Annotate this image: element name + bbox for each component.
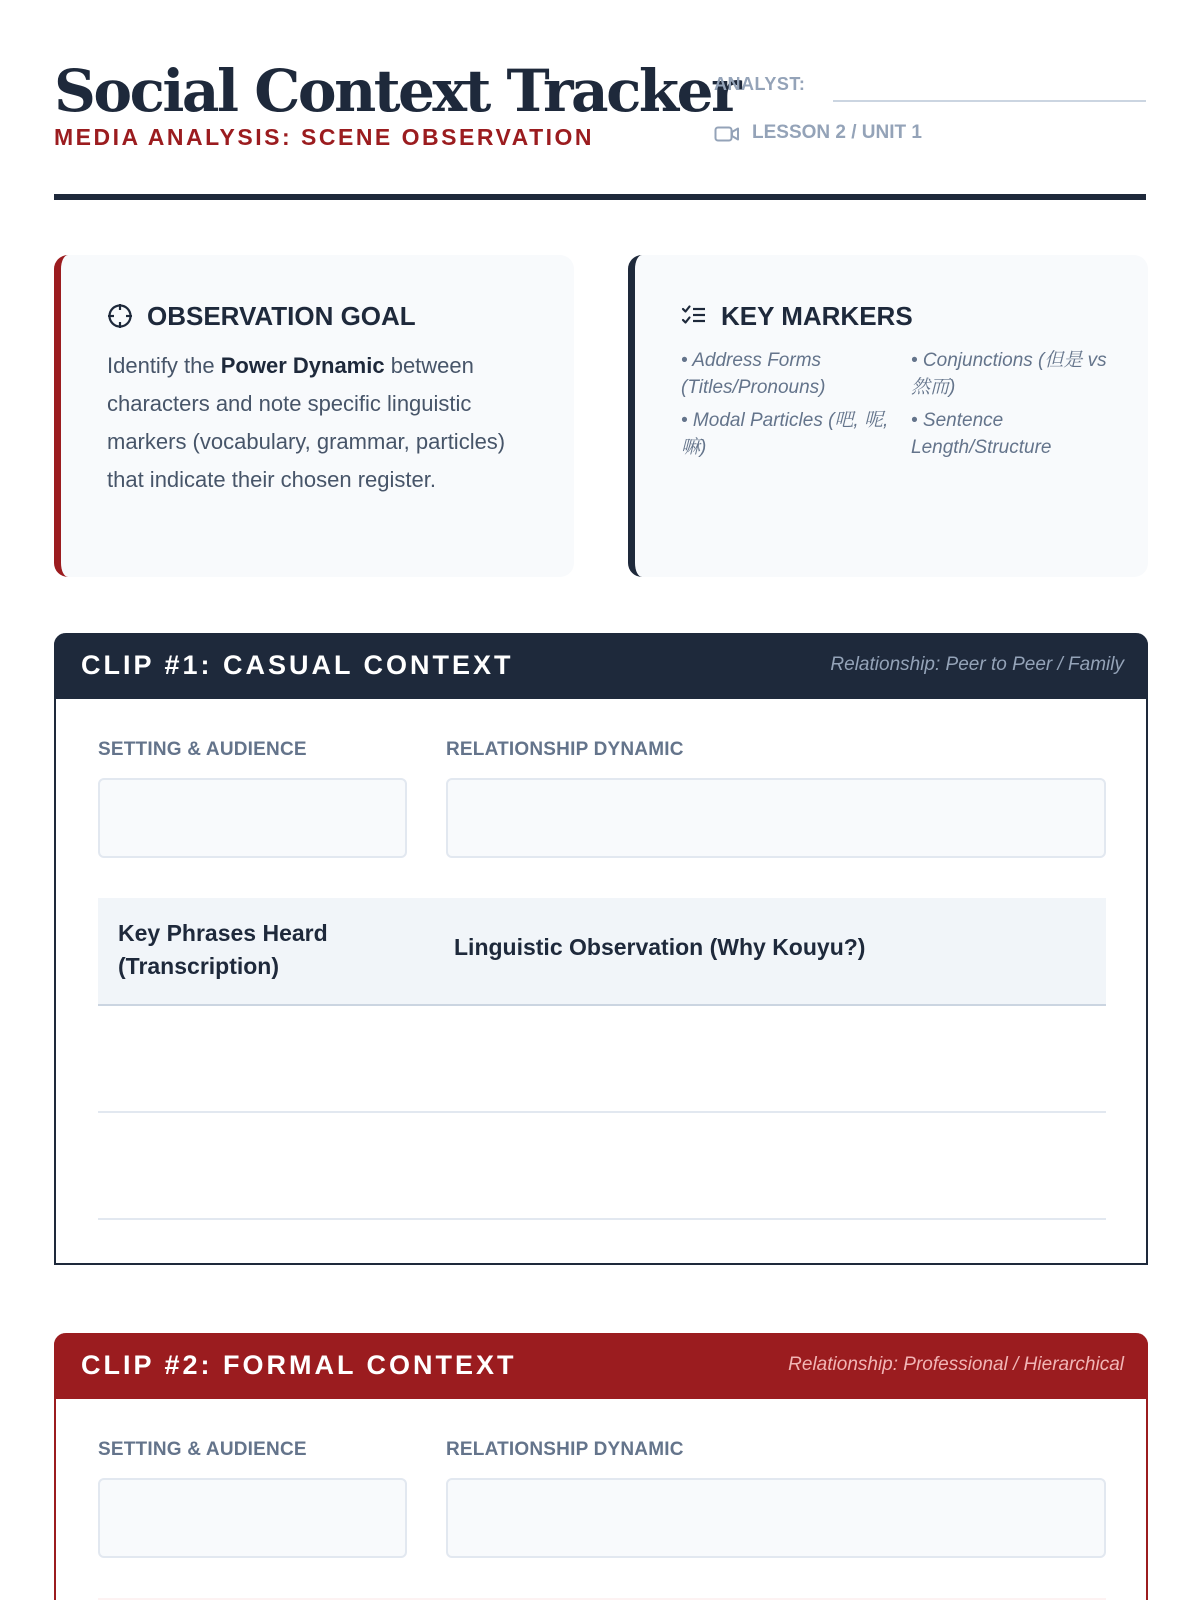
clip-1-header xyxy=(54,633,1148,699)
markers-title: KEY MARKERS xyxy=(721,300,913,331)
key-phrases-column-header: Key Phrases Heard (Transcription) xyxy=(118,920,328,979)
clip-2-relationship: Relationship: Professional / Hierarchical xyxy=(788,1354,1124,1375)
analyst-input-line[interactable] xyxy=(833,100,1146,102)
relationship-dynamic-label: RELATIONSHIP DYNAMIC xyxy=(446,1439,684,1460)
goal-title: OBSERVATION GOAL xyxy=(147,300,416,331)
table-row[interactable] xyxy=(98,1006,1106,1113)
relationship-dynamic-field[interactable] xyxy=(446,1478,1106,1558)
goal-heading xyxy=(107,299,534,333)
phrases-table-header xyxy=(98,898,1106,1006)
clip-2-title: CLIP #2: FORMAL CONTEXT xyxy=(81,1350,517,1380)
page-title: Social Context Tracker xyxy=(54,57,740,125)
lesson-info xyxy=(714,120,1146,150)
linguistic-observation-column-header: Linguistic Observation (Why Kouyu?) xyxy=(454,934,866,960)
header-meta xyxy=(714,70,1146,170)
goal-description xyxy=(107,347,534,499)
clip-2-header xyxy=(54,1333,1148,1399)
goal-text-emphasis: Power Dynamic xyxy=(220,353,385,378)
video-camera-icon xyxy=(714,124,740,144)
analyst-label: ANALYST: xyxy=(714,74,806,94)
clip-1-title: CLIP #1: CASUAL CONTEXT xyxy=(81,650,514,680)
setting-audience-label: SETTING & AUDIENCE xyxy=(98,1439,307,1460)
setting-audience-field[interactable] xyxy=(98,1478,407,1558)
marker-item: • Address Forms (Titles/Pronouns) xyxy=(681,350,826,398)
markers-heading xyxy=(681,299,1108,333)
page-subtitle: MEDIA ANALYSIS: SCENE OBSERVATION xyxy=(54,124,595,150)
clip-2-section xyxy=(54,1333,1148,1600)
worksheet-header xyxy=(54,52,1146,204)
marker-item: • Sentence Length/Structure xyxy=(911,410,1052,458)
table-row[interactable] xyxy=(98,1113,1106,1220)
relationship-dynamic-field[interactable] xyxy=(446,778,1106,858)
setting-audience-label: SETTING & AUDIENCE xyxy=(98,739,307,760)
target-icon xyxy=(107,303,133,329)
observation-goal-card xyxy=(54,255,574,577)
marker-item: • Conjunctions (但是 vs 然而) xyxy=(911,350,1107,398)
markers-list xyxy=(681,347,1108,461)
setting-audience-field[interactable] xyxy=(98,778,407,858)
relationship-dynamic-label: RELATIONSHIP DYNAMIC xyxy=(446,739,684,760)
goal-text-end: between characters and note specific linguistic markers (vocabulary, grammar, particles) that indicate their chosen register. xyxy=(107,353,506,492)
clip-1-section xyxy=(54,633,1148,1265)
clip-1-relationship: Relationship: Peer to Peer / Family xyxy=(830,654,1124,675)
checklist-icon xyxy=(681,303,707,329)
goal-text-start: Identify the xyxy=(107,353,221,378)
lesson-label: LESSON 2 / UNIT 1 xyxy=(752,122,922,143)
key-markers-card xyxy=(628,255,1148,577)
marker-item: • Modal Particles (吧, 呢, 嘛) xyxy=(681,410,889,458)
header-divider xyxy=(54,194,1146,200)
analyst-field[interactable] xyxy=(714,70,1146,104)
